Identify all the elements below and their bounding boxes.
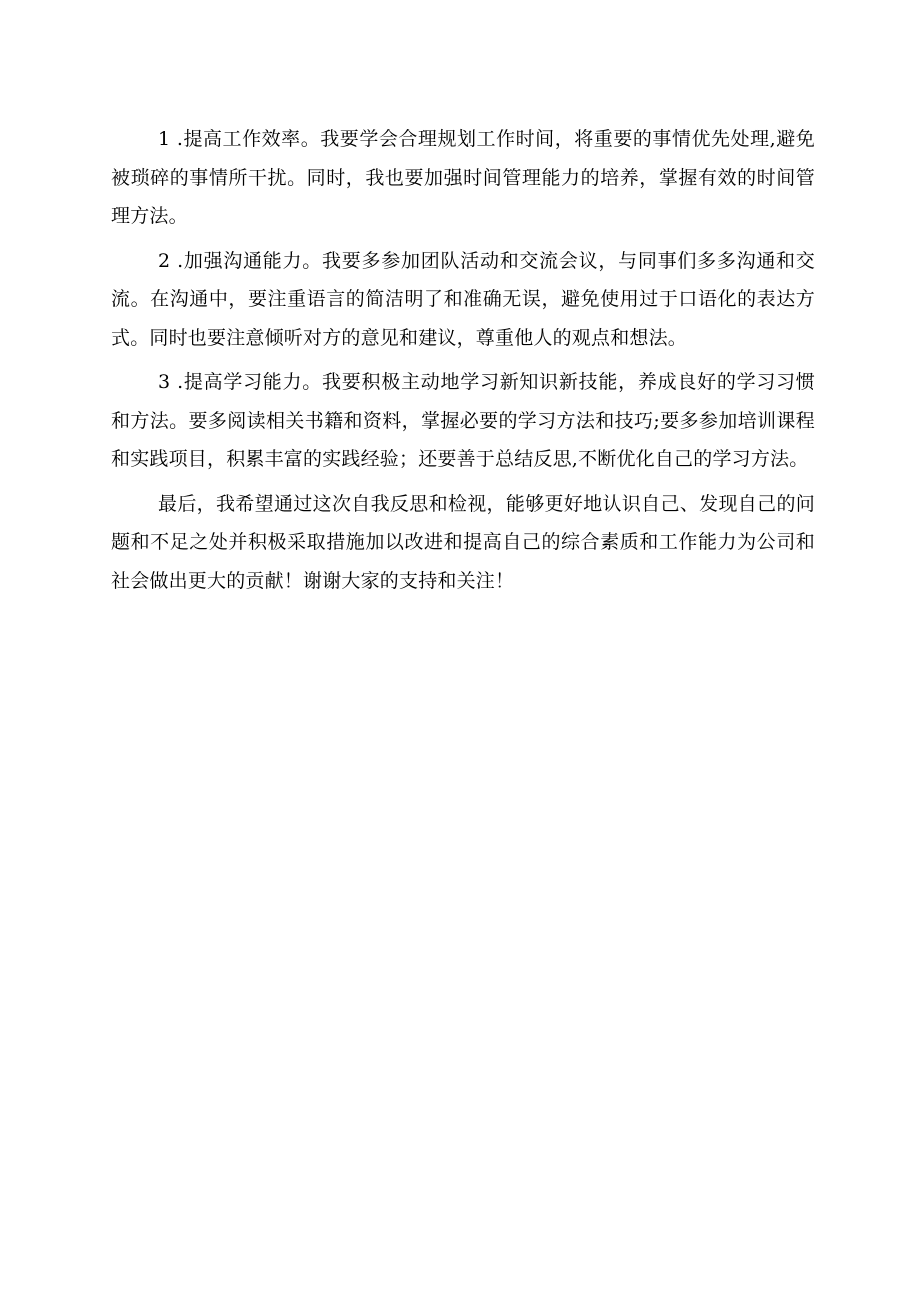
paragraph-conclusion: 最后，我希望通过这次自我反思和检视，能够更好地认识自己、发现自己的问题和不足之处并积极采取措施加以改进和提高自己的综合素质和工作能力为公司和社会做出更大的贡献！谢谢大家的支持和关注！ [111,492,815,592]
paragraph-communication: 2 .加强沟通能力。我要多参加团队活动和交流会议，与同事们多多沟通和交流。在沟通中，要注重语言的简洁明了和准确无误，避免使用过于口语化的表达方式。同时也要注意倾听对方的意见和建议，尊重他人的观点和想法。 [111,249,815,349]
document-body [111,120,815,606]
paragraph-learning: 3 .提高学习能力。我要积极主动地学习新知识新技能，养成良好的学习习惯和方法。要多阅读相关书籍和资料，掌握必要的学习方法和技巧;要多参加培训课程和实践项目，积累丰富的实践经验；还要善于总结反思,不断优化自己的学习方法。 [111,371,815,470]
paragraph-time-efficiency: 1 .提高工作效率。我要学会合理规划工作时间，将重要的事情优先处理,避免被琐碎的事情所干扰。同时，我也要加强时间管理能力的培养，掌握有效的时间管理方法。 [111,128,815,227]
